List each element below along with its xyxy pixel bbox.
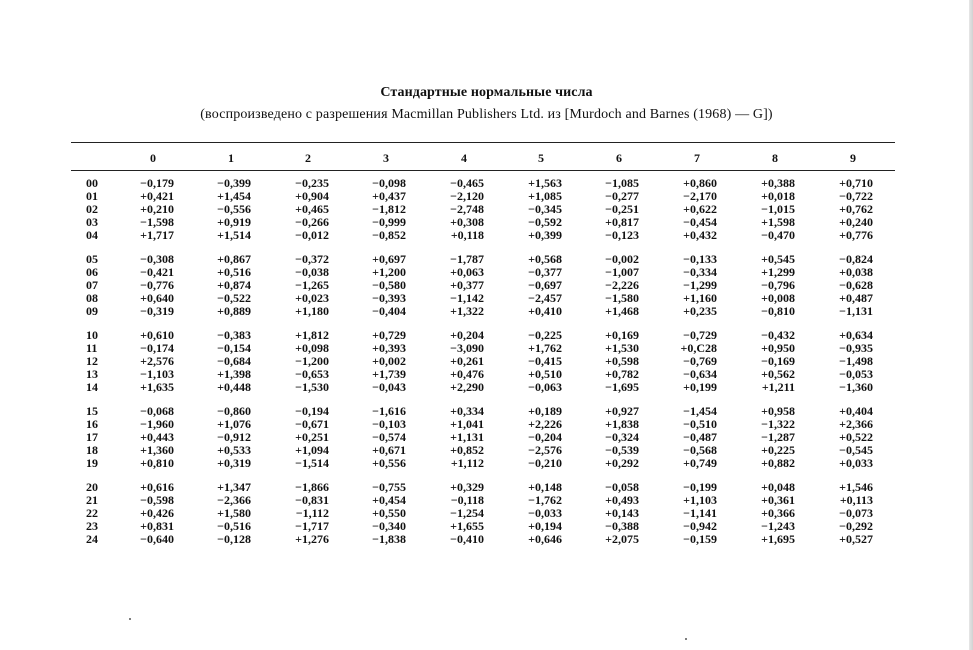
table-cell: +1,695 — [761, 532, 795, 546]
table-cell: +0,522 — [839, 430, 873, 444]
table-cell: +1,530 — [605, 341, 639, 355]
table-cell: −0,194 — [295, 404, 329, 418]
table-cell: +0,261 — [450, 354, 484, 368]
table-cell: +0,199 — [683, 380, 717, 394]
table-cell: +1,094 — [295, 443, 329, 457]
table-cell: +1,812 — [295, 328, 329, 342]
table-cell: +0,510 — [528, 367, 562, 381]
table-cell: −0,058 — [605, 480, 639, 494]
table-cell: +0,118 — [450, 228, 484, 242]
table-cell: +1,131 — [450, 430, 484, 444]
column-header: 6 — [616, 151, 622, 165]
table-cell: +0,361 — [761, 493, 795, 507]
table-cell: −0,824 — [839, 252, 873, 266]
table-cell: +1,717 — [140, 228, 174, 242]
table-cell: +1,838 — [605, 417, 639, 431]
table-cell: +0,377 — [450, 278, 484, 292]
row-label: 01 — [86, 189, 98, 203]
table-cell: +0,113 — [839, 493, 873, 507]
table-cell: +0,598 — [605, 354, 639, 368]
table-cell: +1,211 — [761, 380, 795, 394]
row-label: 19 — [86, 456, 98, 470]
table-cell: +0,919 — [217, 215, 251, 229]
table-cell: −0,204 — [528, 430, 562, 444]
table-cell: +0,148 — [528, 480, 562, 494]
table-cell: +0,889 — [217, 304, 251, 318]
row-label: 15 — [86, 404, 98, 418]
row-label: 18 — [86, 443, 98, 457]
table-cell: +0,404 — [839, 404, 873, 418]
table-cell: +1,347 — [217, 480, 251, 494]
table-cell: +1,739 — [372, 367, 406, 381]
table-cell: +0,033 — [839, 456, 873, 470]
table-cell: −0,225 — [528, 328, 562, 342]
table-cell: −1,322 — [761, 417, 795, 431]
table-cell: +2,226 — [528, 417, 562, 431]
table-cell: +1,580 — [217, 506, 251, 520]
table-cell: −0,266 — [295, 215, 329, 229]
table-cell: +1,041 — [450, 417, 484, 431]
table-cell: +0,782 — [605, 367, 639, 381]
row-label: 06 — [86, 265, 98, 279]
table-cell: +0,762 — [839, 202, 873, 216]
table-cell: −1,498 — [839, 354, 873, 368]
row-label: 17 — [86, 430, 98, 444]
table-cell: −0,722 — [839, 189, 873, 203]
table-cell: −0,522 — [217, 291, 251, 305]
table-cell: +1,200 — [372, 265, 406, 279]
scan-speck — [685, 638, 687, 640]
table-cell: +1,598 — [761, 215, 795, 229]
table-cell: −0,640 — [140, 532, 174, 546]
table-cell: −0,118 — [450, 493, 484, 507]
table-cell: +1,655 — [450, 519, 484, 533]
table-cell: −1,131 — [839, 304, 873, 318]
table-cell: −1,717 — [295, 519, 329, 533]
table-cell: −0,935 — [839, 341, 873, 355]
row-label: 11 — [86, 341, 98, 355]
table-cell: +0,550 — [372, 506, 406, 520]
table-cell: +0,189 — [528, 404, 562, 418]
table-cell: −1,142 — [450, 291, 484, 305]
table-cell: −2,748 — [450, 202, 484, 216]
table-cell: +0,432 — [683, 228, 717, 242]
column-header: 8 — [772, 151, 778, 165]
row-label: 05 — [86, 252, 98, 266]
page-subtitle: (воспроизведено с разрешения Macmillan Publishers Ltd. из [Murdoch and Barnes (1968) — G]) — [200, 107, 773, 122]
row-label: 20 — [86, 480, 98, 494]
table-cell: +0,562 — [761, 367, 795, 381]
table-cell: +1,112 — [450, 456, 484, 470]
table-cell: −0,377 — [528, 265, 562, 279]
row-label: 13 — [86, 367, 98, 381]
table-cell: +0,437 — [372, 189, 406, 203]
table-cell: −1,514 — [295, 456, 329, 470]
table-cell: −1,085 — [605, 176, 639, 190]
table-cell: +2,576 — [140, 354, 174, 368]
table-cell: −0,169 — [761, 354, 795, 368]
table-cell: +0,634 — [839, 328, 873, 342]
table-cell: −0,580 — [372, 278, 406, 292]
table-header-rule — [71, 170, 895, 171]
table-cell: +0,697 — [372, 252, 406, 266]
table-cell: −0,421 — [140, 265, 174, 279]
table-cell: −0,043 — [372, 380, 406, 394]
table-cell: −0,653 — [295, 367, 329, 381]
table-cell: +0,388 — [761, 176, 795, 190]
table-cell: −0,516 — [217, 519, 251, 533]
table-cell: −0,810 — [761, 304, 795, 318]
table-cell: −1,838 — [372, 532, 406, 546]
table-cell: +0,204 — [450, 328, 484, 342]
table-cell: −0,912 — [217, 430, 251, 444]
table-cell: +0,448 — [217, 380, 251, 394]
table-cell: −0,372 — [295, 252, 329, 266]
table-cell: −1,254 — [450, 506, 484, 520]
table-cell: −1,200 — [295, 354, 329, 368]
table-cell: +0,002 — [372, 354, 406, 368]
table-cell: −0,568 — [683, 443, 717, 457]
table-cell: −0,942 — [683, 519, 717, 533]
table-cell: +0,098 — [295, 341, 329, 355]
table-cell: +0,671 — [372, 443, 406, 457]
table-cell: −0,769 — [683, 354, 717, 368]
table-cell: −0,454 — [683, 215, 717, 229]
table-cell: +0,545 — [761, 252, 795, 266]
table-cell: −2,120 — [450, 189, 484, 203]
table-cell: −0,277 — [605, 189, 639, 203]
column-header: 9 — [850, 151, 856, 165]
table-cell: +0,616 — [140, 480, 174, 494]
table-cell: −0,068 — [140, 404, 174, 418]
table-cell: −1,598 — [140, 215, 174, 229]
row-label: 10 — [86, 328, 98, 342]
table-cell: +0,904 — [295, 189, 329, 203]
table-cell: +0,710 — [839, 176, 873, 190]
table-cell: −1,454 — [683, 404, 717, 418]
row-label: 12 — [86, 354, 98, 368]
table-cell: +1,360 — [140, 443, 174, 457]
table-cell: +0,640 — [140, 291, 174, 305]
table-cell: +0,831 — [140, 519, 174, 533]
table-cell: +0,568 — [528, 252, 562, 266]
table-cell: −0,432 — [761, 328, 795, 342]
table-cell: −0,729 — [683, 328, 717, 342]
table-cell: −0,073 — [839, 506, 873, 520]
table-cell: −0,334 — [683, 265, 717, 279]
table-cell: −0,470 — [761, 228, 795, 242]
table-cell: −1,007 — [605, 265, 639, 279]
row-label: 07 — [86, 278, 98, 292]
table-cell: −0,002 — [605, 252, 639, 266]
column-header: 7 — [694, 151, 700, 165]
column-header: 2 — [305, 151, 311, 165]
row-label: 22 — [86, 506, 98, 520]
table-cell: +1,468 — [605, 304, 639, 318]
table-cell: −0,179 — [140, 176, 174, 190]
table-cell: −1,287 — [761, 430, 795, 444]
table-cell: −2,576 — [528, 443, 562, 457]
table-cell: +2,290 — [450, 380, 484, 394]
table-cell: +0,334 — [450, 404, 484, 418]
column-header: 4 — [461, 151, 467, 165]
table-cell: +0,927 — [605, 404, 639, 418]
table-cell: +0,610 — [140, 328, 174, 342]
table-cell: +0,527 — [839, 532, 873, 546]
table-cell: −1,103 — [140, 367, 174, 381]
table-cell: +0,867 — [217, 252, 251, 266]
table-cell: +0,426 — [140, 506, 174, 520]
table-cell: −0,154 — [217, 341, 251, 355]
table-cell: −0,133 — [683, 252, 717, 266]
table-cell: −1,015 — [761, 202, 795, 216]
table-cell: −0,404 — [372, 304, 406, 318]
table-cell: −0,852 — [372, 228, 406, 242]
row-label: 00 — [86, 176, 98, 190]
table-cell: +0,235 — [683, 304, 717, 318]
table-cell: −1,112 — [295, 506, 329, 520]
table-top-rule — [71, 142, 895, 143]
table-cell: +1,514 — [217, 228, 251, 242]
row-label: 02 — [86, 202, 98, 216]
table-cell: −0,103 — [372, 417, 406, 431]
column-header: 0 — [150, 151, 156, 165]
table-cell: +0,410 — [528, 304, 562, 318]
table-cell: +0,251 — [295, 430, 329, 444]
table-cell: −0,545 — [839, 443, 873, 457]
table-cell: +0,556 — [372, 456, 406, 470]
table-cell: −1,695 — [605, 380, 639, 394]
table-cell: −0,831 — [295, 493, 329, 507]
column-header: 5 — [538, 151, 544, 165]
row-label: 21 — [86, 493, 98, 507]
table-cell: +0,319 — [217, 456, 251, 470]
table-cell: −0,038 — [295, 265, 329, 279]
table-cell: +0,393 — [372, 341, 406, 355]
table-cell: +0,C28 — [680, 341, 717, 355]
table-cell: −0,123 — [605, 228, 639, 242]
table-cell: −0,053 — [839, 367, 873, 381]
table-cell: −0,210 — [528, 456, 562, 470]
column-header: 3 — [383, 151, 389, 165]
table-cell: −0,399 — [217, 176, 251, 190]
table-cell: +0,008 — [761, 291, 795, 305]
table-cell: −0,415 — [528, 354, 562, 368]
table-cell: −0,796 — [761, 278, 795, 292]
row-label: 24 — [86, 532, 98, 546]
table-cell: −2,170 — [683, 189, 717, 203]
table-cell: −0,860 — [217, 404, 251, 418]
row-label: 03 — [86, 215, 98, 229]
row-label: 04 — [86, 228, 98, 242]
table-cell: −0,628 — [839, 278, 873, 292]
table-cell: +1,180 — [295, 304, 329, 318]
table-cell: −2,366 — [217, 493, 251, 507]
table-cell: −0,033 — [528, 506, 562, 520]
row-label: 08 — [86, 291, 98, 305]
table-cell: −0,098 — [372, 176, 406, 190]
table-cell: +1,546 — [839, 480, 873, 494]
table-cell: −0,598 — [140, 493, 174, 507]
table-cell: +0,749 — [683, 456, 717, 470]
table-cell: +1,454 — [217, 189, 251, 203]
table-cell: +0,240 — [839, 215, 873, 229]
table-cell: −0,487 — [683, 430, 717, 444]
table-cell: +1,085 — [528, 189, 562, 203]
table-cell: +0,308 — [450, 215, 484, 229]
table-cell: +0,454 — [372, 493, 406, 507]
table-cell: −0,340 — [372, 519, 406, 533]
table-cell: +0,194 — [528, 519, 562, 533]
table-cell: +0,476 — [450, 367, 484, 381]
table-cell: −0,324 — [605, 430, 639, 444]
table-cell: +0,366 — [761, 506, 795, 520]
table-cell: −0,159 — [683, 532, 717, 546]
table-cell: +0,958 — [761, 404, 795, 418]
table-cell: −0,383 — [217, 328, 251, 342]
table-cell: +0,810 — [140, 456, 174, 470]
table-cell: −0,697 — [528, 278, 562, 292]
table-cell: −2,457 — [528, 291, 562, 305]
row-label: 23 — [86, 519, 98, 533]
table-cell: −0,574 — [372, 430, 406, 444]
table-cell: −0,012 — [295, 228, 329, 242]
table-cell: +0,874 — [217, 278, 251, 292]
table-cell: −0,174 — [140, 341, 174, 355]
table-cell: −1,787 — [450, 252, 484, 266]
table-cell: −2,226 — [605, 278, 639, 292]
table-cell: +0,063 — [450, 265, 484, 279]
table-cell: +0,443 — [140, 430, 174, 444]
table-cell: −0,292 — [839, 519, 873, 533]
table-cell: +0,292 — [605, 456, 639, 470]
table-cell: −1,580 — [605, 291, 639, 305]
table-cell: −0,999 — [372, 215, 406, 229]
row-label: 14 — [86, 380, 98, 394]
table-cell: +2,075 — [605, 532, 639, 546]
table-cell: −0,235 — [295, 176, 329, 190]
table-cell: −1,299 — [683, 278, 717, 292]
table-cell: −1,762 — [528, 493, 562, 507]
table-cell: −0,755 — [372, 480, 406, 494]
table-cell: −0,063 — [528, 380, 562, 394]
table-cell: +0,023 — [295, 291, 329, 305]
table-cell: +0,516 — [217, 265, 251, 279]
table-cell: −1,866 — [295, 480, 329, 494]
table-cell: −0,465 — [450, 176, 484, 190]
table-cell: −1,616 — [372, 404, 406, 418]
table-cell: −3,090 — [450, 341, 484, 355]
table-cell: +1,635 — [140, 380, 174, 394]
table-cell: +0,225 — [761, 443, 795, 457]
table-cell: −0,251 — [605, 202, 639, 216]
table-cell: +1,160 — [683, 291, 717, 305]
table-cell: +1,762 — [528, 341, 562, 355]
table-cell: +0,622 — [683, 202, 717, 216]
table-cell: +0,882 — [761, 456, 795, 470]
table-cell: −1,265 — [295, 278, 329, 292]
table-cell: +0,487 — [839, 291, 873, 305]
table-cell: −0,393 — [372, 291, 406, 305]
table-cell: +0,533 — [217, 443, 251, 457]
table-cell: +0,210 — [140, 202, 174, 216]
table-cell: −0,671 — [295, 417, 329, 431]
column-header: 1 — [228, 151, 234, 165]
scan-speck — [129, 618, 131, 620]
table-cell: −0,199 — [683, 480, 717, 494]
table-cell: −0,308 — [140, 252, 174, 266]
table-cell: +0,465 — [295, 202, 329, 216]
table-cell: +0,421 — [140, 189, 174, 203]
table-cell: −0,128 — [217, 532, 251, 546]
table-cell: −0,776 — [140, 278, 174, 292]
table-cell: +0,038 — [839, 265, 873, 279]
table-cell: +0,729 — [372, 328, 406, 342]
table-cell: +0,776 — [839, 228, 873, 242]
table-cell: +0,860 — [683, 176, 717, 190]
table-cell: −0,410 — [450, 532, 484, 546]
table-cell: −1,243 — [761, 519, 795, 533]
table-cell: −1,360 — [839, 380, 873, 394]
table-cell: −0,592 — [528, 215, 562, 229]
table-cell: +0,399 — [528, 228, 562, 242]
table-cell: +0,852 — [450, 443, 484, 457]
table-cell: −0,345 — [528, 202, 562, 216]
table-cell: −0,388 — [605, 519, 639, 533]
table-cell: +0,950 — [761, 341, 795, 355]
row-label: 09 — [86, 304, 98, 318]
table-cell: +0,048 — [761, 480, 795, 494]
table-cell: +1,103 — [683, 493, 717, 507]
table-cell: +0,493 — [605, 493, 639, 507]
table-cell: +0,646 — [528, 532, 562, 546]
table-cell: −0,634 — [683, 367, 717, 381]
table-cell: +0,169 — [605, 328, 639, 342]
table-cell: +0,018 — [761, 189, 795, 203]
table-cell: +1,076 — [217, 417, 251, 431]
table-cell: +0,143 — [605, 506, 639, 520]
table-cell: +1,563 — [528, 176, 562, 190]
table-cell: +1,276 — [295, 532, 329, 546]
table-cell: −0,319 — [140, 304, 174, 318]
table-cell: −1,530 — [295, 380, 329, 394]
table-cell: +1,299 — [761, 265, 795, 279]
table-cell: −1,141 — [683, 506, 717, 520]
table-cell: −0,684 — [217, 354, 251, 368]
table-cell: +2,366 — [839, 417, 873, 431]
table-cell: +1,322 — [450, 304, 484, 318]
table-cell: −1,960 — [140, 417, 174, 431]
row-label: 16 — [86, 417, 98, 431]
page-title: Стандартные нормальные числа — [380, 85, 593, 100]
table-cell: +1,398 — [217, 367, 251, 381]
table-cell: −1,812 — [372, 202, 406, 216]
table-cell: −0,539 — [605, 443, 639, 457]
table-cell: −0,510 — [683, 417, 717, 431]
table-cell: +0,817 — [605, 215, 639, 229]
table-cell: −0,556 — [217, 202, 251, 216]
table-cell: +0,329 — [450, 480, 484, 494]
